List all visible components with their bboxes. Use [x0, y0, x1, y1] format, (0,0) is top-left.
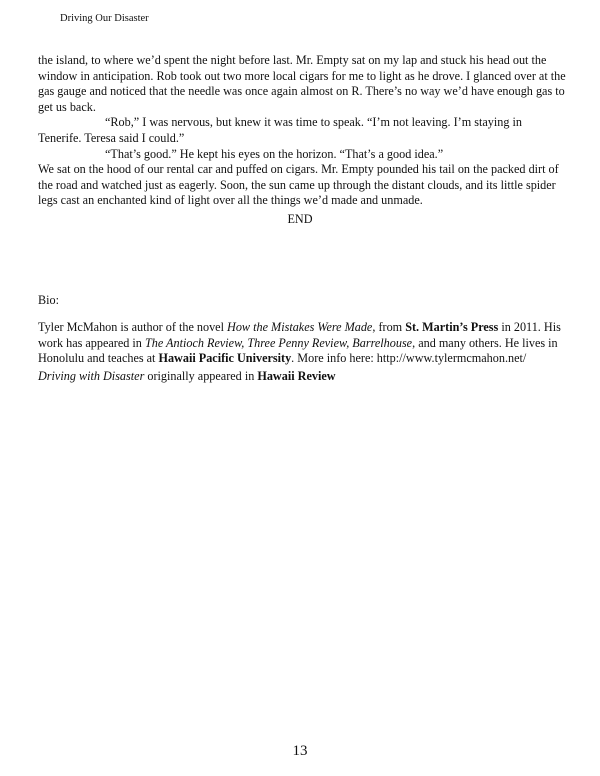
story-paragraph: “Rob,” I was nervous, but knew it was time to speak. “I’m not leaving. I’m staying in Tenerife. Teresa said I could.” — [38, 115, 522, 145]
story-text — [38, 53, 568, 209]
bio-text: Tyler McMahon is author of the novel — [38, 320, 228, 334]
end-mark: END — [287, 212, 313, 226]
credit-story-title: Driving with Disaster — [38, 369, 145, 383]
bio-text: , and many others. He lives in Honolulu and teaches at — [38, 335, 558, 366]
bio-paragraph — [38, 320, 568, 367]
journal-list: The Antioch Review, Three Penny Review, Barrelhouse — [144, 335, 413, 350]
bio-text: in 2011. His work has appeared in — [38, 320, 561, 350]
publication-credit — [38, 369, 568, 385]
credit-journal: Hawaii Review — [257, 369, 336, 383]
bio-text: , from — [372, 320, 406, 334]
story-paragraph: We sat on the hood of our rental car and puffed on cigars. Mr. Empty pounded his tail on the packed dirt of the road and watched just as eagerly. Soon, the sun came up through the distant clouds, and its little spider legs cast an enchanted kind of light over all the things we’d made and unmade. — [38, 162, 559, 208]
running-header: Driving Our Disaster — [60, 13, 149, 24]
credit-text: originally appeared in — [144, 369, 258, 383]
publisher-name: St. Martin’s Press — [405, 320, 499, 334]
page-number: 13 — [292, 743, 308, 759]
novel-title: How the Mistakes Were Made — [227, 320, 373, 334]
story-paragraph: the island, to where we’d spent the night before last. Mr. Empty sat on my lap and stuck his head out the window in anticipation. Rob took out two more local cigars for me to light as he drove. I glanced over at the gas gauge and noticed that the needle was once again almost on R. There’s no way we’d have enough gas to get us back. — [38, 53, 566, 114]
story-paragraph: “That’s good.” He kept his eyes on the horizon. “That’s a good idea.” — [105, 146, 444, 161]
bio-text: . More info here: http://www.tylermcmahon.net/ — [291, 351, 527, 366]
university-name: Hawaii Pacific University — [158, 351, 292, 366]
bio-label: Bio: — [38, 293, 59, 307]
